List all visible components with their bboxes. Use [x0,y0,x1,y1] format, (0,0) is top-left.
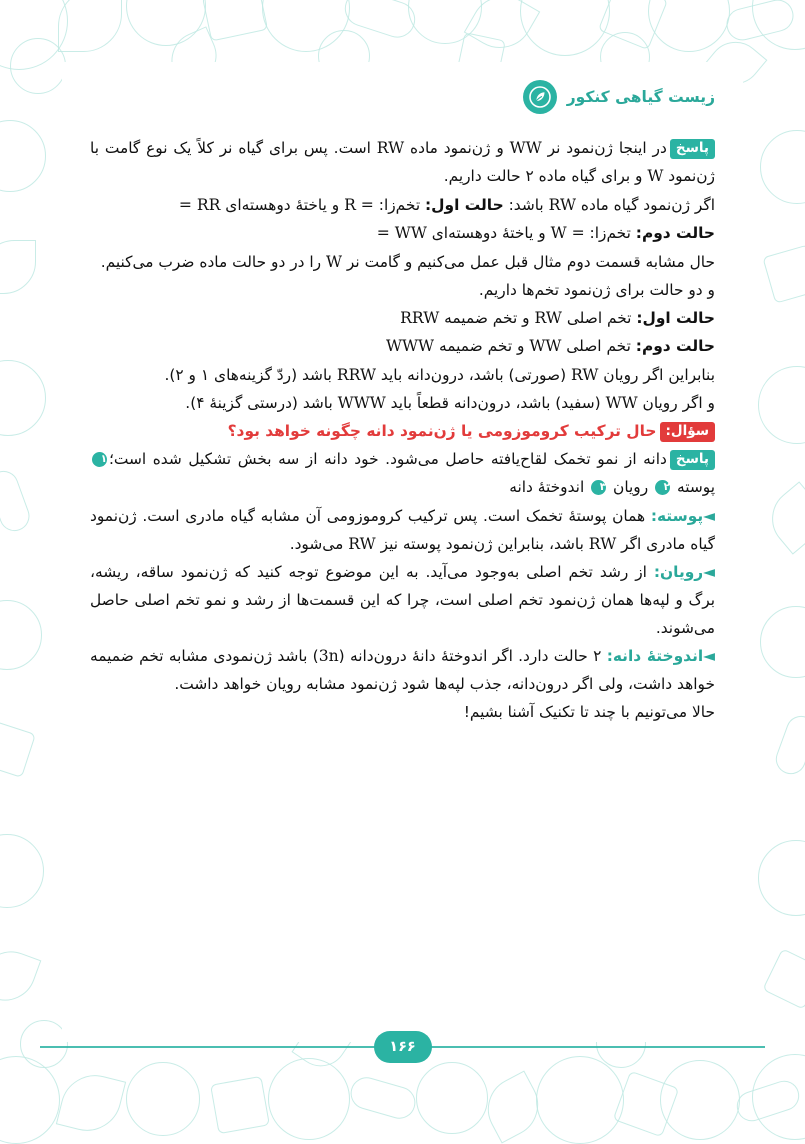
paragraph-closing [90,698,715,726]
term-endosperm: اندوختهٔ دانه: [606,647,704,665]
p11-text-c: می‌شود. [289,534,349,553]
paragraph-embryo [90,558,715,642]
p6-ltr-a: RW [534,308,562,327]
p8-text-b: (صورتی) باشد، درون‌دانه باید [376,365,571,384]
p3-text-a: تخم‌زا: [584,224,636,243]
page-number: ۱۶۶ [374,1031,432,1063]
p3-text-b: و یاختهٔ دوهسته‌ای [426,224,551,243]
p8-ltr-a: RW [570,365,599,384]
page-body [90,134,715,726]
p4-text-b: را در دو حالت ماده ضرب می‌کنیم. [100,252,326,271]
paragraph-egg-case-two [90,332,715,360]
answer-tag-2: پاسخ [670,450,715,470]
p10-item-3: اندوختهٔ دانه [509,478,590,497]
leaf-circle-icon [523,80,557,114]
p8-text-a: بنابراین اگر رویان [598,365,715,384]
paragraph-question [90,417,715,445]
p11-ltr-a: RW [588,534,617,553]
p2-ltr-b: R = [344,195,374,214]
p2-text-d: و یاختهٔ دوهسته‌ای [220,195,345,214]
paragraph-egg-case-one [90,304,715,332]
paragraph-two-states [90,276,715,304]
p7-ltr-a: WW [529,337,562,356]
content-plate [62,62,743,1042]
question-text: حال ترکیب کروموزومی یا ژن‌نمود دانه چگونه خواهد بود؟ [227,422,657,441]
p6-ltr-b: RRW [400,308,440,327]
page-header [523,80,715,114]
p3-ltr-a: W = [550,224,585,243]
p11-ltr-b: RW [348,534,376,553]
p9-text-a: و اگر رویان [637,394,715,413]
p4-ltr-a: W [325,252,343,271]
p7-bold-a: حالت دوم: [635,337,715,356]
p9-ltr-b: WWW [337,394,386,413]
term-embryo: رویان: [653,562,704,581]
bullet-icon: ◄ [703,562,715,581]
paragraph-seed-coat [90,502,715,558]
bullet-icon: ◄ [703,647,715,665]
p6-text-a: تخم اصلی [561,308,637,327]
p2-bold-a: حالت اول: [425,195,504,214]
p10-text-a: دانه از نمو تخمک لقاح‌یافته حاصل می‌شود. خود دانه از سه بخش تشکیل شده است؛ [109,450,667,469]
p1-text-d: و برای گیاه ماده ۲ حالت داریم. [443,167,648,186]
list-number-3: ۳ [591,480,606,495]
p14-text-a: حالا می‌تونیم با چند تا تکنیک آشنا بشیم! [463,703,715,722]
p12-text-a: از رشد تخم اصلی به‌وجود می‌آید. به این موضوع توجه کنید که ژن‌نمود ساقه، ریشه، برگ و لپه‌ها همان ژن‌نمود تخم اصلی است، چرا که این قسمت‌ها از رشد و نمو تخم اصلی حاصل می‌شوند. [90,562,715,637]
p8-ltr-b: RRW [336,365,376,384]
bullet-icon: ◄ [703,506,715,525]
book-title: زیست گیاهی کنکور [566,88,715,106]
p1-text-c: است. پس برای گیاه نر کلاً یک نوع گامت با ژن‌نمود [90,139,715,186]
p11-text-b: باشد، بنابراین ژن‌نمود پوسته نیز [375,534,589,553]
p1-text-a: در اینجا ژن‌نمود نر [541,139,667,157]
p2-ltr-a: RW [548,195,577,214]
p2-text-b: باشد: [503,195,549,214]
paragraph-endosperm [90,642,715,698]
p11-text-a: همان پوستهٔ تخمک است. پس ترکیب کروموزومی آن مشابه گیاه مادری است. ژن‌نمود گیاه مادری اگر [90,506,715,553]
paragraph-answer-2 [90,445,715,501]
question-tag: سؤال: [660,422,715,442]
list-number-2: ۲ [655,480,670,495]
answer-tag: پاسخ [670,139,715,159]
list-number-1: ۱ [92,452,107,467]
p5-text-a: و دو حالت برای ژن‌نمود تخم‌ها داریم. [478,280,715,299]
p9-ltr-a: WW [605,394,638,413]
p3-bold-a: حالت دوم: [635,224,715,243]
p13-text-a: ۲ حالت دارد. اگر اندوختهٔ دانهٔ درون‌دانه ( [338,647,607,665]
paragraph-conclusion-white [90,389,715,417]
p8-text-c: باشد (ردّ گزینه‌های ۱ و ۲). [164,365,337,384]
p7-text-a: تخم اصلی [561,337,636,356]
p10-item-2: رویان [608,478,654,497]
p1-ltr-c: W [647,167,664,186]
paragraph-answer-1 [90,134,715,191]
p9-text-b: (سفید) باشد، درون‌دانه قطعاً باید [385,394,606,413]
paragraph-conclusion-pink [90,361,715,389]
p7-text-b: و تخم ضمیمه [434,337,530,356]
p3-ltr-b: = WW [376,224,427,243]
paragraph-case-two [90,219,715,247]
term-seed-coat: پوسته: [650,506,704,525]
p2-text-c: تخم‌زا: [373,195,426,214]
p13-text-b: ) باشد ژن‌نمودی مشابه تخم ضمیمه خواهد داشت، ولی اگر درون‌دانه، جذب لپه‌ها شود ژن‌نمود مشابه رویان خواهد داشت. [90,647,715,694]
p2-ltr-c: = RR [178,195,221,214]
p1-ltr-a: WW [509,139,542,157]
p2-text-a: اگر ژن‌نمود گیاه ماده [576,195,715,214]
p9-text-c: باشد (درستی گزینهٔ ۴). [185,394,338,413]
p1-ltr-b: RW [376,139,405,157]
p10-item-1: پوسته [672,478,715,497]
paragraph-case-one [90,191,715,219]
p13-ltr-a: 3n [318,647,339,665]
p1-text-b: و ژن‌نمود ماده [404,139,510,157]
p4-text-a: حال مشابه قسمت دوم مثال قبل عمل می‌کنیم و گامت نر [342,252,715,271]
p6-text-b: و تخم ضمیمه [439,308,535,327]
paragraph-multiply [90,248,715,276]
p7-ltr-b: WWW [386,337,435,356]
p6-bold-a: حالت اول: [636,308,715,327]
